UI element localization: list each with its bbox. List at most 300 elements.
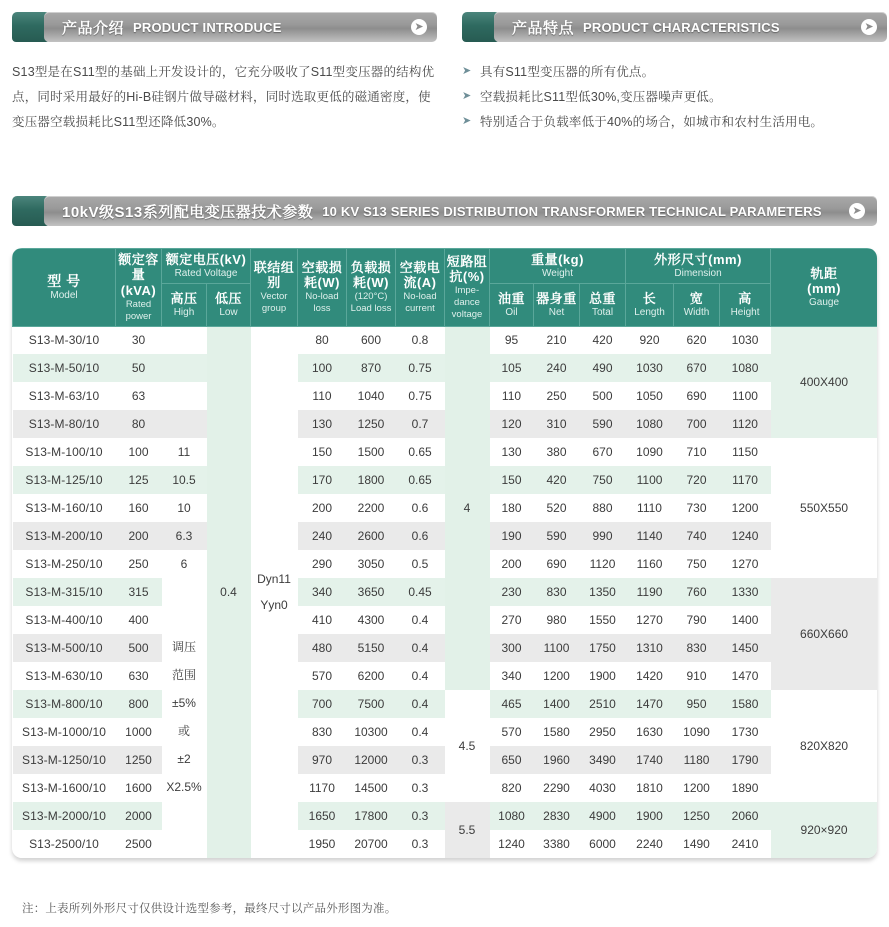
col-total: [580, 284, 626, 327]
cell-net: 1400: [534, 690, 580, 718]
cell-noload-loss: 340: [298, 578, 347, 606]
cell-load-loss: 3050: [347, 550, 396, 578]
cell-length: 1050: [626, 382, 674, 410]
cell-load-loss: 10300: [347, 718, 396, 746]
cell-net: 830: [534, 578, 580, 606]
table-row: [13, 690, 878, 718]
spec-table: [12, 248, 877, 858]
spec-table-body: [13, 326, 878, 858]
col-gauge-cn: 轨距: [810, 265, 838, 281]
col-noload-current: [396, 249, 445, 327]
cell-noload-current: 0.75: [396, 354, 445, 382]
table-footnote: 注：上表所列外形尺寸仅供设计选型参考，最终尺寸以产品外形图为准。: [22, 903, 397, 915]
cell-total: 2950: [580, 718, 626, 746]
cell-noload-current: 0.3: [396, 802, 445, 830]
col-net-cn: 器身重: [536, 290, 577, 306]
cell-noload-loss: 1650: [298, 802, 347, 830]
cell-width: 750: [674, 550, 720, 578]
cell-noload-loss: 170: [298, 466, 347, 494]
cell-rated-power: 125: [116, 466, 162, 494]
cell-rated-power: 160: [116, 494, 162, 522]
arrow-right-icon[interactable]: ➤: [849, 203, 865, 219]
col-weight-cn: 重量(kg): [531, 252, 584, 267]
section-title-bar-introduce: [44, 12, 437, 42]
col-weight-en: Weight: [542, 268, 573, 280]
col-noload-current-en: No-load current: [403, 291, 437, 315]
cell-noload-current: 0.4: [396, 718, 445, 746]
cell-model: S13-M-630/10: [13, 662, 116, 690]
cell-load-loss: 870: [347, 354, 396, 382]
cell-noload-loss: 570: [298, 662, 347, 690]
col-dimension-en: Dimension: [674, 268, 722, 280]
cell-load-loss: 17800: [347, 802, 396, 830]
col-weight: [490, 249, 626, 284]
col-impedance-cn: 短路阻抗(%): [446, 253, 488, 285]
cell-load-loss: 1040: [347, 382, 396, 410]
col-low-cn: 低压: [214, 290, 242, 306]
cell-total: 750: [580, 466, 626, 494]
cell-length: 1100: [626, 466, 674, 494]
cell-rated-power: 500: [116, 634, 162, 662]
cell-height: 1790: [720, 746, 771, 774]
col-vector-group-en: Vector group: [260, 291, 288, 315]
cell-oil: 820: [490, 774, 534, 802]
cell-model: S13-M-1000/10: [13, 718, 116, 746]
cell-rated-power: 250: [116, 550, 162, 578]
cell-noload-loss: 80: [298, 326, 347, 354]
cell-height: 1450: [720, 634, 771, 662]
cell-height: 1890: [720, 774, 771, 802]
list-item-label: 特别适合于负载率低于40%的场合，如城市和农村生活用电。: [480, 115, 824, 129]
col-rated-voltage-en: Rated Voltage: [174, 268, 238, 280]
cell-noload-loss: 700: [298, 690, 347, 718]
cell-model: S13-M-160/10: [13, 494, 116, 522]
cell-rated-power: 50: [116, 354, 162, 382]
intro-area: [0, 12, 889, 135]
col-impedance-en: Impe- dance voltage: [451, 285, 483, 321]
col-rated-power-cn: 额定容量: [118, 252, 159, 283]
cell-noload-current: 0.6: [396, 522, 445, 550]
col-width-cn: 宽: [689, 290, 704, 306]
cell-load-loss: 1500: [347, 438, 396, 466]
vector-group-line: Yyn0: [260, 598, 288, 613]
cell-noload-current: 0.7: [396, 410, 445, 438]
col-rated-power-unit: (kVA): [120, 282, 157, 298]
cell-rated-power: 315: [116, 578, 162, 606]
col-width: [674, 284, 720, 327]
col-noload-loss-cn: 空载损耗(W): [301, 259, 343, 290]
cell-length: 1090: [626, 438, 674, 466]
product-introduce-column: [12, 12, 437, 135]
cell-load-loss: 14500: [347, 774, 396, 802]
cell-noload-current: 0.65: [396, 438, 445, 466]
col-high-voltage: [162, 284, 207, 327]
cell-height: 1240: [720, 522, 771, 550]
col-high-cn: 高压: [170, 290, 198, 306]
cell-rated-power: 1600: [116, 774, 162, 802]
arrow-right-icon[interactable]: ➤: [861, 19, 877, 35]
col-impedance: [445, 249, 490, 327]
cell-impedance: 4: [445, 326, 490, 690]
cell-rated-power: 63: [116, 382, 162, 410]
cell-height: 1100: [720, 382, 771, 410]
cell-oil: 120: [490, 410, 534, 438]
cell-gauge: 550X550: [771, 438, 877, 578]
cell-total: 1750: [580, 634, 626, 662]
col-noload-current-cn: 空载电流(A): [399, 259, 441, 290]
cell-width: 620: [674, 326, 720, 354]
cell-oil: 1080: [490, 802, 534, 830]
cell-height: 1200: [720, 494, 771, 522]
cell-oil: 300: [490, 634, 534, 662]
cell-length: 1810: [626, 774, 674, 802]
cell-high-voltage: 10: [162, 494, 207, 522]
cell-high-voltage: [162, 326, 207, 354]
cell-noload-loss: 200: [298, 494, 347, 522]
cell-total: 4030: [580, 774, 626, 802]
section-title-cn: 10kV级S13系列配电变压器技术参数: [62, 203, 314, 221]
cell-noload-current: 0.3: [396, 830, 445, 858]
cell-noload-loss: 130: [298, 410, 347, 438]
cell-model: S13-M-800/10: [13, 690, 116, 718]
cell-model: S13-M-1250/10: [13, 746, 116, 774]
col-vector-group-cn: 联结组别: [253, 259, 295, 290]
table-row: [13, 326, 878, 354]
cell-height: 1150: [720, 438, 771, 466]
cell-model: S13-M-30/10: [13, 326, 116, 354]
cell-noload-loss: 1950: [298, 830, 347, 858]
cell-total: 1900: [580, 662, 626, 690]
cell-high-voltage: [162, 354, 207, 382]
cell-gauge: 920×920: [771, 802, 877, 858]
diamond-bullet-icon: ➤: [462, 115, 472, 127]
cell-model: S13-M-63/10: [13, 382, 116, 410]
cell-width: 790: [674, 606, 720, 634]
cell-model: S13-2500/10: [13, 830, 116, 858]
cell-load-loss: 2200: [347, 494, 396, 522]
section-title-en: PRODUCT INTRODUCE: [133, 19, 282, 35]
cell-load-loss: 1800: [347, 466, 396, 494]
col-oil: [490, 284, 534, 327]
cell-oil: 190: [490, 522, 534, 550]
cell-low-voltage: 0.4: [207, 326, 251, 858]
cell-total: 1350: [580, 578, 626, 606]
header-row-1: [13, 249, 878, 284]
cell-width: 910: [674, 662, 720, 690]
spec-table-head: [13, 249, 878, 327]
list-item-label: 具有S11型变压器的所有优点。: [480, 65, 655, 79]
cell-load-loss: 600: [347, 326, 396, 354]
cell-noload-loss: 240: [298, 522, 347, 550]
col-low-en: Low: [219, 307, 238, 319]
cell-high-voltage: [162, 410, 207, 438]
high-voltage-note-line: ±5%: [172, 696, 196, 711]
cell-width: 1180: [674, 746, 720, 774]
cell-net: 240: [534, 354, 580, 382]
col-high-en: High: [173, 307, 195, 319]
characteristics-list: [462, 60, 887, 135]
cell-length: 1630: [626, 718, 674, 746]
diamond-bullet-icon: ➤: [462, 90, 472, 102]
cell-oil: 150: [490, 466, 534, 494]
col-rated-power-en: Rated power: [125, 298, 152, 322]
cell-rated-power: 800: [116, 690, 162, 718]
cell-oil: 180: [490, 494, 534, 522]
cell-net: 420: [534, 466, 580, 494]
cell-net: 1100: [534, 634, 580, 662]
list-item: [462, 60, 887, 85]
cell-noload-loss: 110: [298, 382, 347, 410]
cell-length: 1270: [626, 606, 674, 634]
col-length-cn: 长: [642, 290, 657, 306]
cell-width: 1490: [674, 830, 720, 858]
cell-height: 1030: [720, 326, 771, 354]
cell-oil: 570: [490, 718, 534, 746]
high-voltage-note-line: ±2: [177, 752, 191, 767]
cell-length: 920: [626, 326, 674, 354]
high-voltage-note-line: X2.5%: [166, 780, 202, 795]
cell-net: 210: [534, 326, 580, 354]
cell-width: 690: [674, 382, 720, 410]
high-voltage-note-line: 或: [177, 724, 190, 739]
cell-total: 490: [580, 354, 626, 382]
cell-load-loss: 5150: [347, 634, 396, 662]
cell-noload-current: 0.75: [396, 382, 445, 410]
col-rated-voltage-cn: 额定电压(kV): [165, 252, 247, 267]
cell-length: 2240: [626, 830, 674, 858]
cell-length: 1900: [626, 802, 674, 830]
cell-high-voltage-note: [162, 578, 207, 858]
col-net: [534, 284, 580, 327]
cell-high-voltage: 6: [162, 550, 207, 578]
section-header-introduce: [12, 12, 437, 42]
cell-model: S13-M-50/10: [13, 354, 116, 382]
cell-gauge: 400X400: [771, 326, 877, 438]
cell-length: 1190: [626, 578, 674, 606]
cell-height: 2060: [720, 802, 771, 830]
cell-load-loss: 7500: [347, 690, 396, 718]
cell-oil: 110: [490, 382, 534, 410]
col-total-en: Total: [591, 307, 614, 319]
col-rated-voltage: [162, 249, 251, 284]
cell-width: 760: [674, 578, 720, 606]
cell-load-loss: 4300: [347, 606, 396, 634]
list-item-label: 空载损耗比S11型低30%,变压器噪声更低。: [480, 90, 722, 104]
cell-total: 500: [580, 382, 626, 410]
cell-noload-current: 0.3: [396, 746, 445, 774]
cell-model: S13-M-100/10: [13, 438, 116, 466]
col-model-cn: 型 号: [47, 272, 81, 289]
cell-width: 710: [674, 438, 720, 466]
cell-noload-current: 0.4: [396, 634, 445, 662]
cell-total: 4900: [580, 802, 626, 830]
cell-noload-current: 0.45: [396, 578, 445, 606]
cell-height: 1120: [720, 410, 771, 438]
col-noload-loss-en: No-load loss: [305, 291, 339, 315]
cell-oil: 130: [490, 438, 534, 466]
cell-height: 1730: [720, 718, 771, 746]
section-header-params-wrap: [12, 196, 877, 226]
vector-group-line: Dyn11: [257, 572, 291, 587]
cell-high-voltage: 6.3: [162, 522, 207, 550]
cell-width: 830: [674, 634, 720, 662]
cell-vector-group: [251, 326, 298, 858]
cell-noload-current: 0.4: [396, 606, 445, 634]
cell-total: 880: [580, 494, 626, 522]
list-item: [462, 85, 887, 110]
cell-net: 3380: [534, 830, 580, 858]
col-gauge-unit: (mm): [807, 280, 841, 296]
section-header-params: [12, 196, 877, 226]
cell-net: 520: [534, 494, 580, 522]
cell-noload-loss: 970: [298, 746, 347, 774]
cell-load-loss: 1250: [347, 410, 396, 438]
cell-width: 720: [674, 466, 720, 494]
cell-width: 1200: [674, 774, 720, 802]
col-height-cn: 高: [738, 290, 752, 306]
cell-oil: 340: [490, 662, 534, 690]
cell-noload-current: 0.4: [396, 662, 445, 690]
cell-height: 1580: [720, 690, 771, 718]
cell-net: 590: [534, 522, 580, 550]
cell-rated-power: 100: [116, 438, 162, 466]
col-rated-power: [116, 249, 162, 327]
col-vector-group: [251, 249, 298, 327]
cell-net: 380: [534, 438, 580, 466]
cell-noload-loss: 480: [298, 634, 347, 662]
cell-noload-loss: 290: [298, 550, 347, 578]
cell-oil: 230: [490, 578, 534, 606]
high-voltage-note-line: 范围: [171, 668, 196, 683]
col-oil-en: Oil: [505, 307, 518, 319]
cell-oil: 1240: [490, 830, 534, 858]
cell-length: 1140: [626, 522, 674, 550]
cell-net: 690: [534, 550, 580, 578]
cell-noload-loss: 100: [298, 354, 347, 382]
spec-table-shell: [12, 248, 877, 858]
cell-oil: 105: [490, 354, 534, 382]
cell-height: 1470: [720, 662, 771, 690]
cell-total: 990: [580, 522, 626, 550]
cell-high-voltage: 10.5: [162, 466, 207, 494]
cell-total: 590: [580, 410, 626, 438]
col-width-en: Width: [683, 307, 710, 319]
cell-net: 1960: [534, 746, 580, 774]
cell-model: S13-M-315/10: [13, 578, 116, 606]
cell-noload-loss: 150: [298, 438, 347, 466]
col-total-cn: 总重: [589, 290, 617, 306]
section-title-cn: 产品介绍: [62, 19, 125, 37]
cell-oil: 270: [490, 606, 534, 634]
cell-rated-power: 2000: [116, 802, 162, 830]
col-gauge: [771, 249, 877, 327]
cell-total: 3490: [580, 746, 626, 774]
cell-net: 2830: [534, 802, 580, 830]
cell-rated-power: 30: [116, 326, 162, 354]
diamond-bullet-icon: ➤: [462, 65, 472, 77]
col-dimension: [626, 249, 771, 284]
cell-total: 420: [580, 326, 626, 354]
cell-gauge: 820X820: [771, 690, 877, 802]
cell-gauge: 660X660: [771, 578, 877, 690]
cell-load-loss: 2600: [347, 522, 396, 550]
cell-oil: 465: [490, 690, 534, 718]
col-net-en: Net: [548, 307, 565, 319]
product-characteristics-column: [462, 12, 887, 135]
cell-impedance: 4.5: [445, 690, 490, 802]
cell-rated-power: 80: [116, 410, 162, 438]
cell-length: 1110: [626, 494, 674, 522]
cell-load-loss: 3650: [347, 578, 396, 606]
section-title-en: PRODUCT CHARACTERISTICS: [583, 19, 780, 35]
introduce-paragraph: S13型是在S11型的基础上开发设计的，它充分吸收了S11型变压器的结构优点，同时采用最好的Hi-B硅钢片做导磁材料，同时选取更低的磁通密度，使变压器空载损耗比S11型还降低30%。: [12, 65, 435, 129]
cell-width: 1090: [674, 718, 720, 746]
arrow-right-icon[interactable]: ➤: [411, 19, 427, 35]
col-dimension-cn: 外形尺寸(mm): [654, 252, 742, 267]
cell-model: S13-M-400/10: [13, 606, 116, 634]
cell-model: S13-M-500/10: [13, 634, 116, 662]
col-height: [720, 284, 771, 327]
cell-noload-loss: 1170: [298, 774, 347, 802]
cell-rated-power: 1000: [116, 718, 162, 746]
cell-height: 1330: [720, 578, 771, 606]
cell-net: 1580: [534, 718, 580, 746]
cell-model: S13-M-80/10: [13, 410, 116, 438]
cell-total: 1550: [580, 606, 626, 634]
cell-rated-power: 1250: [116, 746, 162, 774]
cell-rated-power: 200: [116, 522, 162, 550]
cell-model: S13-M-125/10: [13, 466, 116, 494]
cell-oil: 95: [490, 326, 534, 354]
cell-noload-current: 0.3: [396, 774, 445, 802]
cell-noload-current: 0.65: [396, 466, 445, 494]
col-load-loss: [347, 249, 396, 327]
col-load-loss-cn: 负载损耗(W): [350, 259, 392, 290]
cell-model: S13-M-250/10: [13, 550, 116, 578]
col-oil-cn: 油重: [497, 290, 525, 306]
cell-net: 310: [534, 410, 580, 438]
cell-height: 1400: [720, 606, 771, 634]
cell-length: 1030: [626, 354, 674, 382]
cell-length: 1160: [626, 550, 674, 578]
cell-noload-current: 0.8: [396, 326, 445, 354]
cell-height: 1080: [720, 354, 771, 382]
cell-net: 980: [534, 606, 580, 634]
cell-total: 670: [580, 438, 626, 466]
cell-load-loss: 12000: [347, 746, 396, 774]
col-model: [13, 249, 116, 327]
col-length-en: Length: [634, 307, 665, 319]
cell-noload-loss: 410: [298, 606, 347, 634]
cell-net: 250: [534, 382, 580, 410]
col-height-en: Height: [730, 307, 760, 319]
col-gauge-en: Gauge: [809, 297, 840, 309]
cell-length: 1420: [626, 662, 674, 690]
cell-rated-power: 400: [116, 606, 162, 634]
cell-width: 740: [674, 522, 720, 550]
section-title-bar-characteristics: [494, 12, 887, 42]
cell-net: 2290: [534, 774, 580, 802]
cell-width: 950: [674, 690, 720, 718]
col-low-voltage: [207, 284, 251, 327]
section-title-bar-params: [44, 196, 877, 226]
cell-length: 1740: [626, 746, 674, 774]
cell-oil: 200: [490, 550, 534, 578]
col-noload-loss: [298, 249, 347, 327]
cell-total: 1120: [580, 550, 626, 578]
section-title-en: 10 KV S13 SERIES DISTRIBUTION TRANSFORMER TECHNICAL PARAMETERS: [322, 203, 822, 219]
cell-width: 1250: [674, 802, 720, 830]
